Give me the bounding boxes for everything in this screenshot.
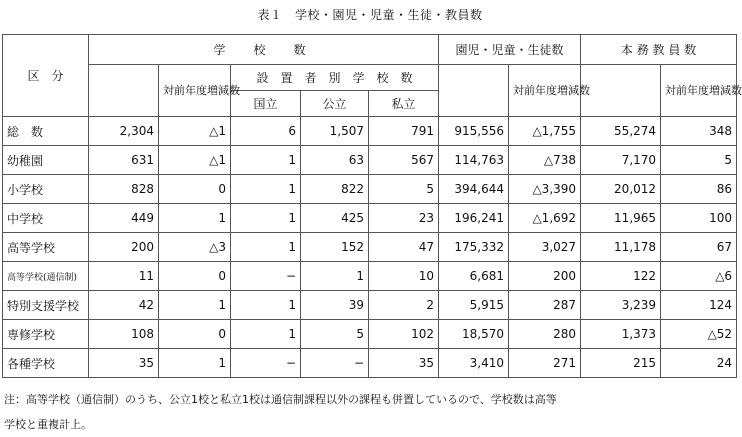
schools-change-header: 対前年度増減数 bbox=[159, 65, 231, 117]
row-label: 専修学校 bbox=[3, 320, 89, 349]
cell-students: 915,556 bbox=[439, 117, 509, 146]
students-total-header bbox=[439, 65, 509, 117]
row-label: 中学校 bbox=[3, 204, 89, 233]
cell-students-chg: △1,755 bbox=[509, 117, 581, 146]
table-row bbox=[3, 320, 737, 349]
cell-national: 1 bbox=[231, 146, 301, 175]
cell-students-chg: △738 bbox=[509, 146, 581, 175]
cell-students-chg: 280 bbox=[509, 320, 581, 349]
cell-public: 5 bbox=[301, 320, 369, 349]
cell-students: 6,681 bbox=[439, 262, 509, 291]
cell-private: 23 bbox=[369, 204, 439, 233]
row-label: 総 数 bbox=[3, 117, 89, 146]
cell-schools-chg: 1 bbox=[159, 291, 231, 320]
cell-teachers: 20,012 bbox=[581, 175, 661, 204]
cell-schools: 11 bbox=[89, 262, 159, 291]
header-row-2 bbox=[3, 65, 737, 91]
cell-private: 102 bbox=[369, 320, 439, 349]
cell-schools-chg: △1 bbox=[159, 146, 231, 175]
cell-schools: 449 bbox=[89, 204, 159, 233]
cell-private: 2 bbox=[369, 291, 439, 320]
cell-national: − bbox=[231, 349, 301, 378]
cell-private: 47 bbox=[369, 233, 439, 262]
teachers-total-header bbox=[581, 65, 661, 117]
cell-teachers: 11,178 bbox=[581, 233, 661, 262]
table-row bbox=[3, 175, 737, 204]
statistics-table bbox=[2, 34, 742, 378]
cell-teachers-chg: 86 bbox=[661, 175, 737, 204]
cell-students: 18,570 bbox=[439, 320, 509, 349]
table-row bbox=[3, 291, 737, 320]
table-row bbox=[3, 233, 737, 262]
teachers-group-header: 本 務 教 員 数 bbox=[581, 35, 737, 65]
table-row bbox=[3, 349, 737, 378]
cell-students-chg: △3,390 bbox=[509, 175, 581, 204]
cell-public: 425 bbox=[301, 204, 369, 233]
cell-students-chg: △1,692 bbox=[509, 204, 581, 233]
by-founder-header: 設 置 者 別 学 校 数 bbox=[231, 65, 439, 91]
cell-teachers-chg: 100 bbox=[661, 204, 737, 233]
cell-schools: 200 bbox=[89, 233, 159, 262]
cell-teachers-chg: 24 bbox=[661, 349, 737, 378]
cell-teachers-chg: 67 bbox=[661, 233, 737, 262]
cell-teachers: 215 bbox=[581, 349, 661, 378]
cell-students: 175,332 bbox=[439, 233, 509, 262]
cell-schools: 42 bbox=[89, 291, 159, 320]
cell-national: 1 bbox=[231, 320, 301, 349]
cell-students: 5,915 bbox=[439, 291, 509, 320]
cell-public: 1,507 bbox=[301, 117, 369, 146]
row-label: 特別支援学校 bbox=[3, 291, 89, 320]
cell-schools-chg: 1 bbox=[159, 349, 231, 378]
cell-teachers: 122 bbox=[581, 262, 661, 291]
cell-students-chg: 200 bbox=[509, 262, 581, 291]
cell-schools-chg: 0 bbox=[159, 320, 231, 349]
row-label: 各種学校 bbox=[3, 349, 89, 378]
cell-teachers-chg: 124 bbox=[661, 291, 737, 320]
cell-schools: 828 bbox=[89, 175, 159, 204]
cell-students: 114,763 bbox=[439, 146, 509, 175]
cell-public: 39 bbox=[301, 291, 369, 320]
cell-schools: 631 bbox=[89, 146, 159, 175]
cell-students: 196,241 bbox=[439, 204, 509, 233]
cell-private: 10 bbox=[369, 262, 439, 291]
teachers-change-header: 対前年度増減数 bbox=[661, 65, 737, 117]
national-header: 国立 bbox=[231, 91, 301, 117]
footnote-line-2: 学校と重複計上。 bbox=[4, 418, 92, 431]
cell-national: 1 bbox=[231, 175, 301, 204]
cell-public: 1 bbox=[301, 262, 369, 291]
cell-national: 1 bbox=[231, 291, 301, 320]
footnote-line-1: 注：高等学校（通信制）のうち、公立1校と私立1校は通信制課程以外の課程も併置しているので、学校数は高等 bbox=[4, 393, 557, 406]
table-title: 表１ 学校・園児・児童・生徒・教員数 bbox=[257, 8, 483, 22]
cell-schools-chg: 1 bbox=[159, 204, 231, 233]
cell-teachers: 1,373 bbox=[581, 320, 661, 349]
cell-teachers: 7,170 bbox=[581, 146, 661, 175]
cell-national: 6 bbox=[231, 117, 301, 146]
cell-students: 3,410 bbox=[439, 349, 509, 378]
students-change-header: 対前年度増減数 bbox=[509, 65, 581, 117]
cell-schools: 108 bbox=[89, 320, 159, 349]
table-row bbox=[3, 204, 737, 233]
category-header: 区 分 bbox=[3, 35, 89, 117]
schools-total-header bbox=[89, 65, 159, 117]
cell-teachers: 55,274 bbox=[581, 117, 661, 146]
cell-students-chg: 287 bbox=[509, 291, 581, 320]
cell-schools-chg: 0 bbox=[159, 262, 231, 291]
cell-schools: 35 bbox=[89, 349, 159, 378]
header-row-1 bbox=[3, 35, 737, 65]
cell-schools-chg: 0 bbox=[159, 175, 231, 204]
cell-public: − bbox=[301, 349, 369, 378]
cell-teachers: 3,239 bbox=[581, 291, 661, 320]
table-row bbox=[3, 262, 737, 291]
cell-national: 1 bbox=[231, 233, 301, 262]
private-header: 私立 bbox=[369, 91, 439, 117]
cell-private: 567 bbox=[369, 146, 439, 175]
row-label: 幼稚園 bbox=[3, 146, 89, 175]
table-row bbox=[3, 117, 737, 146]
table-body bbox=[3, 117, 737, 378]
cell-public: 152 bbox=[301, 233, 369, 262]
cell-schools: 2,304 bbox=[89, 117, 159, 146]
cell-students-chg: 271 bbox=[509, 349, 581, 378]
cell-teachers-chg: 5 bbox=[661, 146, 737, 175]
cell-teachers-chg: 348 bbox=[661, 117, 737, 146]
cell-teachers-chg: △6 bbox=[661, 262, 737, 291]
schools-group-header: 学 校 数 bbox=[89, 35, 439, 65]
cell-private: 5 bbox=[369, 175, 439, 204]
cell-public: 63 bbox=[301, 146, 369, 175]
row-label: 高等学校(通信制) bbox=[3, 262, 89, 291]
cell-private: 35 bbox=[369, 349, 439, 378]
cell-national: − bbox=[231, 262, 301, 291]
cell-private: 791 bbox=[369, 117, 439, 146]
row-label: 小学校 bbox=[3, 175, 89, 204]
cell-schools-chg: △1 bbox=[159, 117, 231, 146]
cell-students-chg: 3,027 bbox=[509, 233, 581, 262]
cell-public: 822 bbox=[301, 175, 369, 204]
students-group-header: 園児・児童・生徒数 bbox=[439, 35, 581, 65]
cell-national: 1 bbox=[231, 204, 301, 233]
cell-schools-chg: △3 bbox=[159, 233, 231, 262]
public-header: 公立 bbox=[301, 91, 369, 117]
row-label: 高等学校 bbox=[3, 233, 89, 262]
table-row bbox=[3, 146, 737, 175]
cell-teachers-chg: △52 bbox=[661, 320, 737, 349]
cell-students: 394,644 bbox=[439, 175, 509, 204]
cell-teachers: 11,965 bbox=[581, 204, 661, 233]
